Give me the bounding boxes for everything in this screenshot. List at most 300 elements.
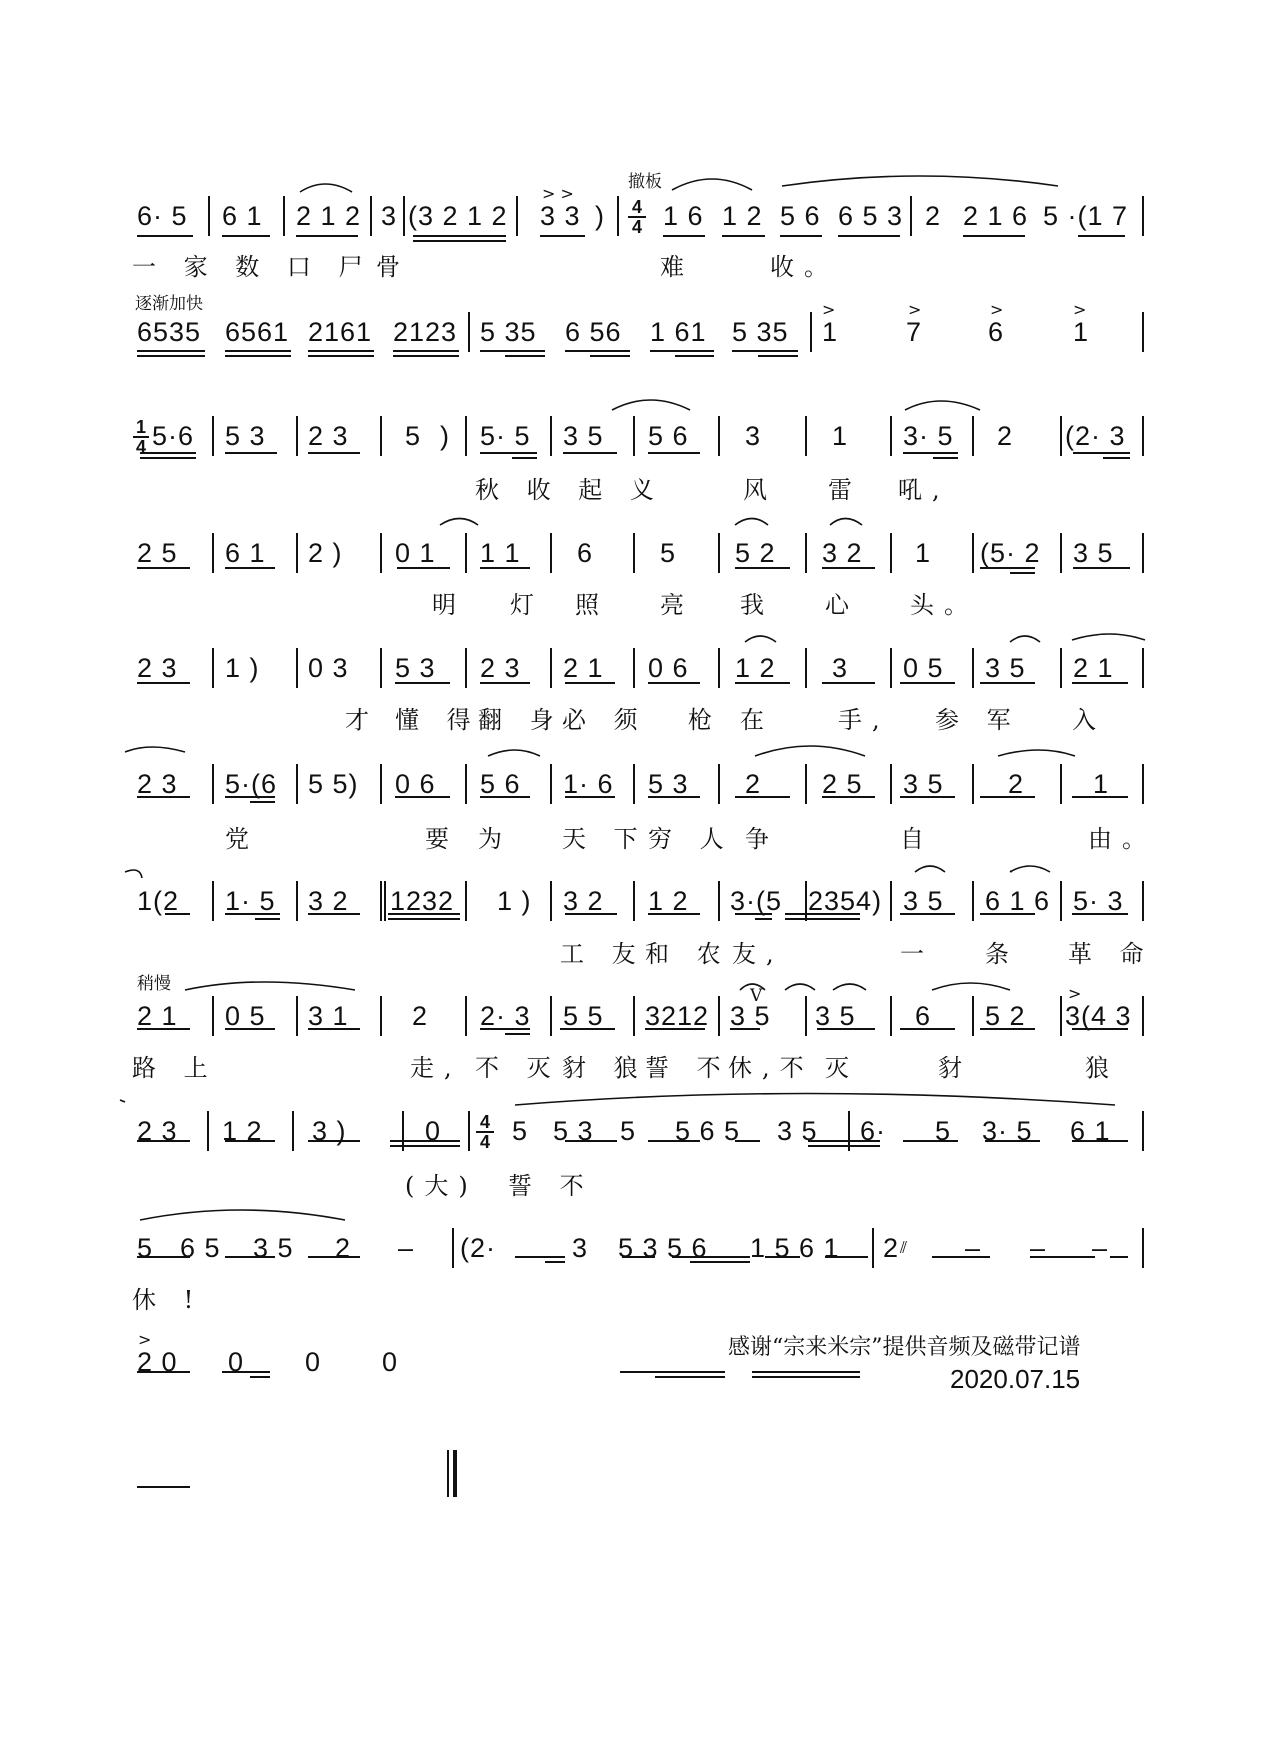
lyric: 风 <box>743 476 777 504</box>
lyric: 参 军 <box>935 706 1021 734</box>
note-group: 5 <box>137 1233 154 1263</box>
barline <box>465 648 467 688</box>
lyric: 心 <box>825 591 859 619</box>
note-group: 3 <box>572 1233 589 1263</box>
note-group: 5 ·(1 7 <box>1043 201 1129 231</box>
note-group: (2· 3 <box>1065 421 1126 451</box>
note-group: 2 1 <box>137 1001 178 1031</box>
note-group: 5 35 <box>480 317 537 347</box>
note-group: 1 <box>822 317 839 347</box>
note-group: 2 1 6 <box>963 201 1029 231</box>
slur <box>125 870 142 878</box>
note-group: 2 <box>925 201 942 231</box>
lyric: 走, <box>410 1054 462 1082</box>
time-signature: 4 4 <box>476 1113 494 1151</box>
accent-mark: > > <box>542 184 574 203</box>
note-group: 5 3 <box>395 653 436 683</box>
barline <box>617 196 619 236</box>
note-group: 1 5 6 1 <box>750 1233 840 1263</box>
slur <box>300 184 352 192</box>
note-group: (2· <box>460 1233 496 1263</box>
barline <box>1142 764 1144 804</box>
lyric: 条 <box>985 940 1019 968</box>
lyric: 头。 <box>910 591 978 619</box>
lyric: 天 下 <box>562 825 648 853</box>
note-group: 5 6 <box>648 421 689 451</box>
note-group: 3 5 <box>903 769 944 799</box>
lyric: 入 <box>1072 706 1106 734</box>
barline <box>550 881 552 921</box>
barline <box>1142 648 1144 688</box>
barline <box>1142 533 1144 573</box>
lyric: 亮 <box>660 591 694 619</box>
note-group: 1· 5 <box>225 886 276 916</box>
lyric: 明 <box>432 591 466 619</box>
accent-mark: > <box>908 300 922 319</box>
lyric: 手, <box>838 706 890 734</box>
note-group: 5 <box>405 421 422 451</box>
lyric: 革 命 <box>1068 940 1154 968</box>
barline <box>1142 1111 1144 1151</box>
barline <box>296 764 298 804</box>
barline <box>212 881 214 921</box>
note-group: 3 5 <box>253 1233 294 1263</box>
note-group: 5 6 5 <box>675 1116 741 1146</box>
barline <box>718 881 720 921</box>
barline <box>718 996 720 1036</box>
time-signature: 4 4 <box>628 198 646 236</box>
barline <box>380 416 382 456</box>
barline <box>212 764 214 804</box>
note-group: 3 5 <box>815 1001 856 1031</box>
barline <box>633 648 635 688</box>
note-group: 5· 3 <box>1073 886 1124 916</box>
slur <box>185 982 355 990</box>
note-group: (5· 2 <box>980 538 1041 568</box>
barline <box>1142 416 1144 456</box>
barline <box>805 996 807 1036</box>
note-group: 1 ) <box>497 886 532 916</box>
note-group: 3· 5 <box>982 1116 1033 1146</box>
barline <box>296 533 298 573</box>
barline <box>380 648 382 688</box>
note-group: 3 5 <box>563 421 604 451</box>
barline <box>212 533 214 573</box>
slur <box>1011 871 1012 872</box>
lyric: 穷 人 <box>648 825 734 853</box>
barline <box>910 196 912 236</box>
barline <box>972 881 974 921</box>
barline <box>972 648 974 688</box>
barline <box>633 533 635 573</box>
note-group: 5 <box>935 1116 952 1146</box>
lyric: 为 <box>478 825 512 853</box>
barline <box>633 996 635 1036</box>
lyric: 雷 <box>828 476 862 504</box>
note-group: 1 61 <box>650 317 707 347</box>
slur <box>515 1094 1115 1106</box>
note-group: 5 3 5 6 <box>618 1233 708 1263</box>
note-group: 6 1 6 <box>985 886 1051 916</box>
note-group: 0 <box>228 1347 245 1377</box>
lyric: 骨 <box>376 253 410 281</box>
note-group: 1 <box>832 421 849 451</box>
note-group: 1 2 <box>222 1116 263 1146</box>
barline <box>283 196 285 236</box>
note-group: 2 <box>1008 769 1025 799</box>
lyric: 吼, <box>898 476 950 504</box>
barline <box>380 881 382 921</box>
barline <box>972 764 974 804</box>
note-group: 6 <box>915 1001 932 1031</box>
note-group: 6 5 3 <box>838 201 904 231</box>
note-group: 5 <box>660 538 677 568</box>
slur <box>998 750 1075 756</box>
note-group: 1 2 <box>722 201 763 231</box>
note-group: 5 <box>512 1116 529 1146</box>
lyric: 誓 不 <box>645 1054 731 1082</box>
tempo-mark: 撤板 <box>628 172 662 192</box>
barline <box>296 416 298 456</box>
note-group: 1 1 <box>480 538 521 568</box>
note-group: 2 3 <box>137 653 178 683</box>
note-group: 3 <box>832 653 849 683</box>
note-group: 2123 <box>393 317 458 347</box>
note-group: 2 1 2 <box>296 201 362 231</box>
barline <box>890 881 892 921</box>
note-group: 5 3 <box>648 769 689 799</box>
note-group: 5 3 <box>225 421 266 451</box>
note-group: 2354) <box>808 886 883 916</box>
barline <box>380 764 382 804</box>
slur <box>440 519 478 526</box>
note-group: 1232 <box>390 886 455 916</box>
lyric: 工 友 <box>560 940 646 968</box>
barline <box>207 1111 209 1151</box>
barline <box>633 416 635 456</box>
barline <box>1142 881 1144 921</box>
time-signature: 1 4 <box>133 418 149 456</box>
note-group: 1(2 <box>137 886 180 916</box>
barline <box>212 996 214 1036</box>
barline <box>550 416 552 456</box>
note-group: 3· 5 <box>903 421 954 451</box>
note-group: 6 1 <box>222 201 263 231</box>
note-group: ) <box>440 421 450 451</box>
barline <box>403 196 405 236</box>
slur <box>1072 634 1145 640</box>
slur <box>1010 866 1050 872</box>
note-group: 2 0 <box>137 1347 178 1377</box>
note-group: 2 <box>745 769 762 799</box>
note-group: 2 <box>335 1233 352 1263</box>
note-group: 1 <box>1093 769 1110 799</box>
barline <box>468 1111 470 1151</box>
note-group: 6 <box>988 317 1005 347</box>
note-group: ) <box>595 201 605 231</box>
note-group: 3 5 <box>730 1001 771 1031</box>
accent-mark: > <box>1073 300 1087 319</box>
slur <box>140 1210 345 1220</box>
note-group: 3 <box>381 201 398 231</box>
note-group: 2 ) <box>308 538 343 568</box>
note-group: 3 5 <box>777 1116 818 1146</box>
tremolo-mark: ⫽ <box>900 1238 908 1257</box>
note-group: 3 5 <box>903 886 944 916</box>
note-group: 3 ) <box>312 1116 347 1146</box>
barline <box>550 648 552 688</box>
slur <box>1010 636 1040 642</box>
note-group: 3 3 <box>540 201 581 231</box>
barline <box>805 648 807 688</box>
lyric: 翻 身 <box>478 706 564 734</box>
accent-mark: > <box>822 300 836 319</box>
note-group: 3 2 <box>563 886 604 916</box>
lyric: 和 农 <box>645 940 731 968</box>
lyric: (大) <box>405 1172 478 1200</box>
lyric: 懂 得 <box>395 706 481 734</box>
barline <box>1060 533 1062 573</box>
note-group: 6 1 <box>1070 1116 1111 1146</box>
barline <box>1060 881 1062 921</box>
note-group: – <box>1092 1233 1109 1263</box>
slur <box>785 984 815 990</box>
note-group: 5·(6 <box>225 769 278 799</box>
lyric: 枪 <box>688 706 722 734</box>
lyric: 一 <box>900 940 934 968</box>
barline <box>805 764 807 804</box>
breath-mark: V <box>750 986 763 1006</box>
lyric: 才 <box>345 706 379 734</box>
lyric: 自 <box>900 825 934 853</box>
barline <box>972 996 974 1036</box>
barline <box>1060 996 1062 1036</box>
accent-mark: > <box>990 300 1004 319</box>
slur <box>125 747 185 752</box>
lyric: 休 ! <box>132 1286 204 1314</box>
barline <box>296 648 298 688</box>
barline <box>890 764 892 804</box>
barline <box>465 533 467 573</box>
note-group: 2 3 <box>137 769 178 799</box>
barline <box>550 996 552 1036</box>
note-group: 3212 <box>645 1001 710 1031</box>
barline <box>550 533 552 573</box>
note-group: 6· 5 <box>137 201 188 231</box>
lyric: 路 上 <box>132 1054 218 1082</box>
lyric: 我 <box>740 591 774 619</box>
lyric: 不 灭 <box>475 1054 561 1082</box>
note-group: 0 6 <box>648 653 689 683</box>
note-group: 5 5) <box>308 769 359 799</box>
note-group: 6 56 <box>565 317 622 347</box>
barline <box>972 533 974 573</box>
lyric: 由。 <box>1088 825 1156 853</box>
note-group: 0 5 <box>225 1001 266 1031</box>
note-group: 0 <box>382 1347 399 1377</box>
note-group: 2 1 <box>1073 653 1114 683</box>
note-group: 3 5 <box>985 653 1026 683</box>
note-group: 5 6 <box>780 201 821 231</box>
note-group: 1 6 <box>663 201 704 231</box>
note-group: 3(4 3 <box>1065 1001 1132 1031</box>
barline <box>810 312 812 352</box>
note-group: 3 2 <box>308 886 349 916</box>
barline <box>370 196 372 236</box>
note-group: 2 5 <box>822 769 863 799</box>
barline <box>516 196 518 236</box>
slur <box>915 866 945 872</box>
barline <box>633 764 635 804</box>
slur <box>745 636 776 642</box>
barline <box>380 996 382 1036</box>
barline <box>465 764 467 804</box>
barline <box>805 881 807 921</box>
note-group: 0 3 <box>308 653 349 683</box>
lyric: 难 <box>660 253 694 281</box>
barline <box>296 881 298 921</box>
barline <box>292 1111 294 1151</box>
lyric: 必 须 <box>562 706 648 734</box>
barline <box>1142 196 1144 236</box>
note-group: (3 2 1 2 <box>408 201 508 231</box>
slur <box>830 519 862 526</box>
barline <box>872 1228 874 1268</box>
note-group: 3 1 <box>308 1001 349 1031</box>
note-group: 2161 <box>308 317 373 347</box>
note-group: 3 5 <box>1073 538 1114 568</box>
lyric: 狼 <box>1085 1054 1119 1082</box>
barline <box>465 996 467 1036</box>
note-group: 2 1 <box>563 653 604 683</box>
lyric: 在 <box>740 706 774 734</box>
barline <box>465 416 467 456</box>
lyric: 争 <box>745 825 779 853</box>
slur <box>905 401 980 410</box>
note-group: 1 <box>1073 317 1090 347</box>
slur <box>755 746 865 756</box>
note-group: 0 <box>305 1347 322 1377</box>
note-group: 3 <box>745 421 762 451</box>
date-stamp: 2020.07.15 <box>950 1364 1081 1394</box>
slur <box>932 983 1010 990</box>
note-group: 1 <box>915 538 932 568</box>
note-group: 2 <box>412 1001 429 1031</box>
barline <box>972 416 974 456</box>
barline <box>890 996 892 1036</box>
tempo-mark: 逐渐加快 <box>135 294 203 314</box>
slur <box>782 176 1058 186</box>
barline <box>380 533 382 573</box>
slur <box>735 519 768 526</box>
barline <box>1060 648 1062 688</box>
slur <box>120 1100 125 1102</box>
note-group: 2 3 <box>480 653 521 683</box>
note-group: 1 ) <box>225 653 260 683</box>
barline <box>805 416 807 456</box>
barline <box>890 648 892 688</box>
barline <box>208 196 210 236</box>
note-group: 5 2 <box>985 1001 1026 1031</box>
lyric: 照 <box>575 591 609 619</box>
barline <box>718 533 720 573</box>
note-group: 3 2 <box>822 538 863 568</box>
note-group: – <box>398 1233 415 1263</box>
note-group: 5 35 <box>732 317 789 347</box>
note-group: 1· 6 <box>563 769 614 799</box>
barline <box>384 881 386 921</box>
lyric: 灯 <box>510 591 544 619</box>
note-group: 0 6 <box>395 769 436 799</box>
tempo-mark: 稍慢 <box>137 974 171 994</box>
accent-mark: > <box>138 1330 152 1349</box>
barline <box>633 881 635 921</box>
barline <box>1142 312 1144 352</box>
note-group: 5 3 <box>553 1116 594 1146</box>
barline <box>402 1111 404 1151</box>
barline <box>718 764 720 804</box>
lyric: 誓 不 <box>508 1172 594 1200</box>
note-group: 1 2 <box>648 886 689 916</box>
barline <box>465 881 467 921</box>
note-group: 2 5 <box>137 538 178 568</box>
note-group: 5·6 <box>152 421 195 451</box>
lyric: 休,不 <box>728 1054 814 1082</box>
note-group: 5 2 <box>735 538 776 568</box>
note-group: 5 5 <box>563 1001 604 1031</box>
lyric: 豺 狼 <box>562 1054 648 1082</box>
note-group: 5 <box>620 1116 637 1146</box>
barline <box>718 648 720 688</box>
lyric: 豺 <box>938 1054 972 1082</box>
barline <box>296 996 298 1036</box>
slur <box>833 984 866 990</box>
slur <box>612 400 690 410</box>
note-group: 1 2 <box>735 653 776 683</box>
note-group: – <box>965 1233 982 1263</box>
accent-mark: > <box>1068 984 1082 1003</box>
lyric: 秋 收 起 义 <box>475 476 664 504</box>
slur <box>488 750 540 756</box>
barline <box>212 648 214 688</box>
slur <box>672 179 752 190</box>
note-group: 3·(5 <box>730 886 783 916</box>
barline <box>468 312 470 352</box>
note-group: 0 5 <box>903 653 944 683</box>
note-group: 2· 3 <box>480 1001 531 1031</box>
barline <box>1060 416 1062 456</box>
note-group: 2 <box>883 1233 900 1263</box>
credit-note: 感谢“宗来米宗”提供音频及磁带记谱 <box>728 1335 1081 1360</box>
note-group: 2 3 <box>308 421 349 451</box>
barline <box>1142 996 1144 1036</box>
note-group: 2 <box>997 421 1014 451</box>
lyric: 党 <box>225 825 259 853</box>
note-group: – <box>1030 1233 1047 1263</box>
lyric: 收。 <box>770 253 838 281</box>
note-group: 0 <box>425 1116 442 1146</box>
barline <box>805 533 807 573</box>
note-group: 6 5 <box>180 1233 221 1263</box>
barline <box>550 764 552 804</box>
barline <box>890 533 892 573</box>
note-group: 6 <box>577 538 594 568</box>
note-group: 7 <box>906 317 923 347</box>
note-group: 5 6 <box>480 769 521 799</box>
note-group: 2 3 <box>137 1116 178 1146</box>
lyric: 友, <box>732 940 784 968</box>
note-group: 6· <box>860 1116 887 1146</box>
